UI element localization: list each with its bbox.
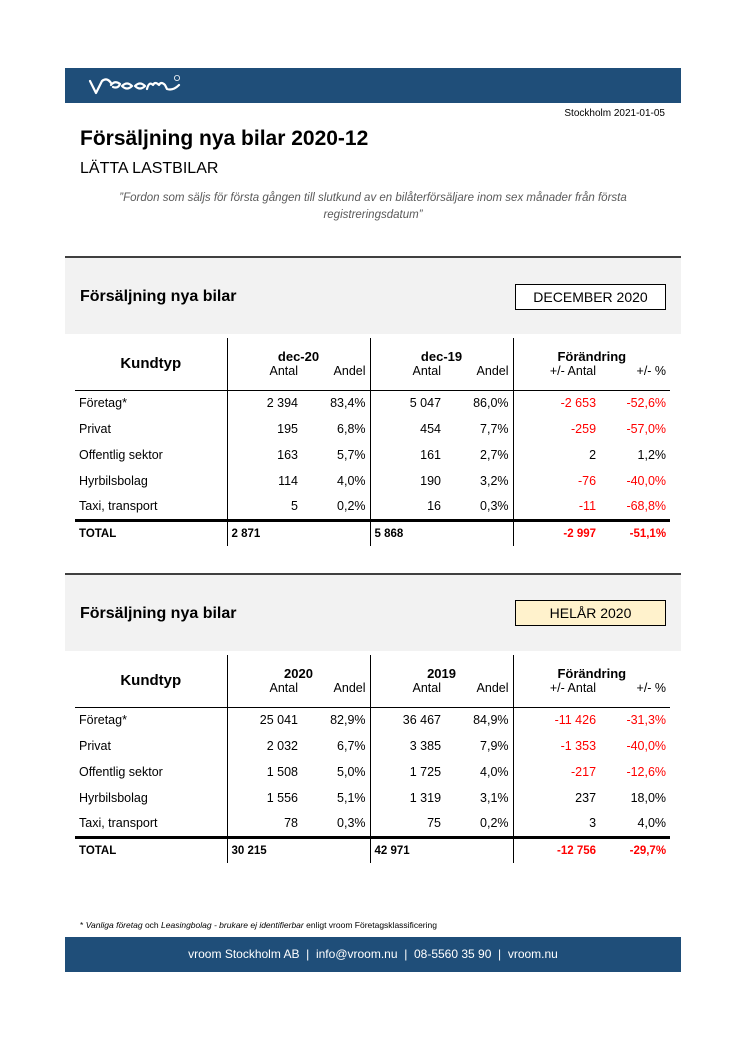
row-label: Offentlig sektor — [79, 448, 163, 462]
cell: 1 725 — [370, 759, 445, 785]
cell: 2 — [513, 442, 600, 468]
cell: -40,0% — [626, 739, 667, 753]
cell: 1 508 — [227, 759, 302, 785]
cell: 0,3% — [480, 499, 509, 514]
cell: 454 — [370, 416, 445, 442]
cell: -11 — [513, 494, 600, 520]
total-row — [75, 837, 670, 863]
cell: 5,0% — [337, 765, 366, 779]
row-label: Företag* — [79, 713, 127, 728]
total-label: TOTAL — [75, 837, 227, 863]
cell: 6,7% — [337, 739, 366, 753]
cell: 2 394 — [227, 390, 302, 416]
cell: 3 — [513, 811, 600, 837]
footnote — [80, 920, 437, 930]
cell: 0,2% — [337, 499, 366, 514]
cell: 3 385 — [370, 733, 445, 759]
cell: 36 467 — [370, 707, 445, 733]
cell: 5 — [227, 494, 302, 520]
cell: 2,7% — [480, 448, 509, 462]
cell: 82,9% — [330, 713, 366, 728]
table-row — [75, 494, 670, 520]
table-row — [75, 707, 670, 733]
cell: 75 — [370, 811, 445, 837]
cell: 190 — [370, 468, 445, 494]
cell: 4,0% — [637, 816, 667, 831]
section2-title: Försäljning nya bilar — [80, 605, 237, 622]
cell: -31,3% — [626, 713, 667, 728]
definition-quote: ”Fordon som säljs för första gången till slutkund av en bilåterförsäljare inom sex månader från första registreringsdatum” — [119, 192, 627, 221]
table-row — [75, 468, 670, 494]
sub-header: +/- Antal — [513, 681, 600, 707]
sub-header: Antal — [227, 681, 302, 707]
cell: 83,4% — [330, 396, 366, 411]
section2-period: HELÅR 2020 — [515, 600, 666, 626]
cell: 114 — [227, 468, 302, 494]
cell: 0,3% — [337, 816, 366, 831]
cell: -1 353 — [513, 733, 600, 759]
row-label: Hyrbilsbolag — [79, 474, 148, 488]
sub-header: Antal — [370, 681, 445, 707]
total-row — [75, 520, 670, 546]
cell: 5,1% — [337, 791, 366, 805]
cell: 25 041 — [227, 707, 302, 733]
cell: 6,8% — [337, 422, 366, 436]
cell: 86,0% — [473, 396, 509, 411]
footnote-part2: och — [144, 920, 159, 930]
row-label: Privat — [79, 422, 111, 436]
cell: -57,0% — [626, 422, 667, 436]
cell: 78 — [227, 811, 302, 837]
section1-title: Försäljning nya bilar — [80, 288, 237, 305]
cell: 161 — [370, 442, 445, 468]
row-label: Offentlig sektor — [79, 765, 163, 779]
cell: -52,6% — [626, 396, 667, 411]
footer-bar — [65, 937, 681, 972]
total-label: TOTAL — [75, 520, 227, 546]
cell: 42 971 — [370, 837, 445, 863]
sub-header: Andel — [302, 364, 370, 390]
cell: -2 653 — [513, 390, 600, 416]
page-title: Försäljning nya bilar 2020-12 — [80, 127, 369, 150]
footnote-part3: Leasingbolag - brukare ej identifierbar — [161, 920, 304, 930]
cell: -12,6% — [626, 765, 667, 779]
cell: 2 032 — [227, 733, 302, 759]
sub-header: Andel — [445, 681, 513, 707]
cell: -259 — [513, 416, 600, 442]
kundtyp-header: Kundtyp — [75, 338, 227, 390]
page-subtitle: LÄTTA LASTBILAR — [80, 160, 219, 177]
sub-header: Antal — [370, 364, 445, 390]
kundtyp-header: Kundtyp — [75, 655, 227, 707]
cell: 237 — [513, 785, 600, 811]
table-row — [75, 416, 670, 442]
row-label: Företag* — [79, 396, 127, 411]
cell: -12 756 — [513, 837, 600, 863]
col-c-header: Förändring — [513, 655, 670, 681]
sub-header: +/- Antal — [513, 364, 600, 390]
col-a-header: 2020 — [227, 655, 370, 681]
sub-header: +/- % — [600, 681, 670, 707]
cell: 16 — [370, 494, 445, 520]
cell: 2 871 — [227, 520, 302, 546]
sub-header: Antal — [227, 364, 302, 390]
cell: 1 319 — [370, 785, 445, 811]
sub-header: Andel — [302, 681, 370, 707]
cell: 84,9% — [473, 713, 509, 728]
cell: 5 047 — [370, 390, 445, 416]
section1-table — [75, 338, 670, 546]
cell: 4,0% — [480, 765, 509, 779]
cell: -40,0% — [626, 474, 667, 488]
cell: 3,1% — [480, 791, 509, 805]
footnote-star: * — [80, 920, 84, 930]
footer-contact: vroom Stockholm AB | info@vroom.nu | 08-5560 35 90 | vroom.nu — [188, 947, 558, 961]
report-date: Stockholm 2021-01-05 — [564, 108, 665, 119]
cell: 3,2% — [480, 474, 509, 488]
cell: -51,1% — [600, 520, 670, 546]
cell: 5,7% — [337, 448, 366, 462]
sub-header: Andel — [445, 364, 513, 390]
section2-table — [75, 655, 670, 863]
col-b-header: 2019 — [370, 655, 513, 681]
table-row — [75, 785, 670, 811]
cell: 0,2% — [480, 816, 509, 831]
table-row — [75, 733, 670, 759]
footnote-part4: enligt vroom Företagsklassificering — [306, 920, 437, 930]
row-label: Hyrbilsbolag — [79, 791, 148, 805]
cell: -217 — [513, 759, 600, 785]
section1-period: DECEMBER 2020 — [515, 284, 666, 310]
table-row — [75, 759, 670, 785]
cell: -68,8% — [626, 499, 667, 514]
sub-header: +/- % — [600, 364, 670, 390]
table-row — [75, 811, 670, 837]
vroom-logo — [87, 73, 197, 99]
cell: 4,0% — [337, 474, 366, 488]
cell: 195 — [227, 416, 302, 442]
cell: 30 215 — [227, 837, 302, 863]
row-label: Privat — [79, 739, 111, 753]
cell: 1,2% — [637, 448, 667, 462]
col-c-header: Förändring — [513, 338, 670, 364]
cell: 1 556 — [227, 785, 302, 811]
cell: 7,9% — [480, 739, 509, 753]
cell: 163 — [227, 442, 302, 468]
table-row — [75, 442, 670, 468]
cell: 5 868 — [370, 520, 445, 546]
table-row — [75, 390, 670, 416]
cell: 18,0% — [630, 791, 667, 805]
cell: 7,7% — [480, 422, 509, 436]
cell: -11 426 — [513, 707, 600, 733]
cell: -76 — [513, 468, 600, 494]
footnote-part1: Vanliga företag — [85, 920, 143, 930]
row-label: Taxi, transport — [79, 499, 158, 514]
cell: -29,7% — [600, 837, 670, 863]
header-bar — [65, 68, 681, 103]
cell: -2 997 — [513, 520, 600, 546]
col-a-header: dec-20 — [227, 338, 370, 364]
col-b-header: dec-19 — [370, 338, 513, 364]
row-label: Taxi, transport — [79, 816, 158, 831]
